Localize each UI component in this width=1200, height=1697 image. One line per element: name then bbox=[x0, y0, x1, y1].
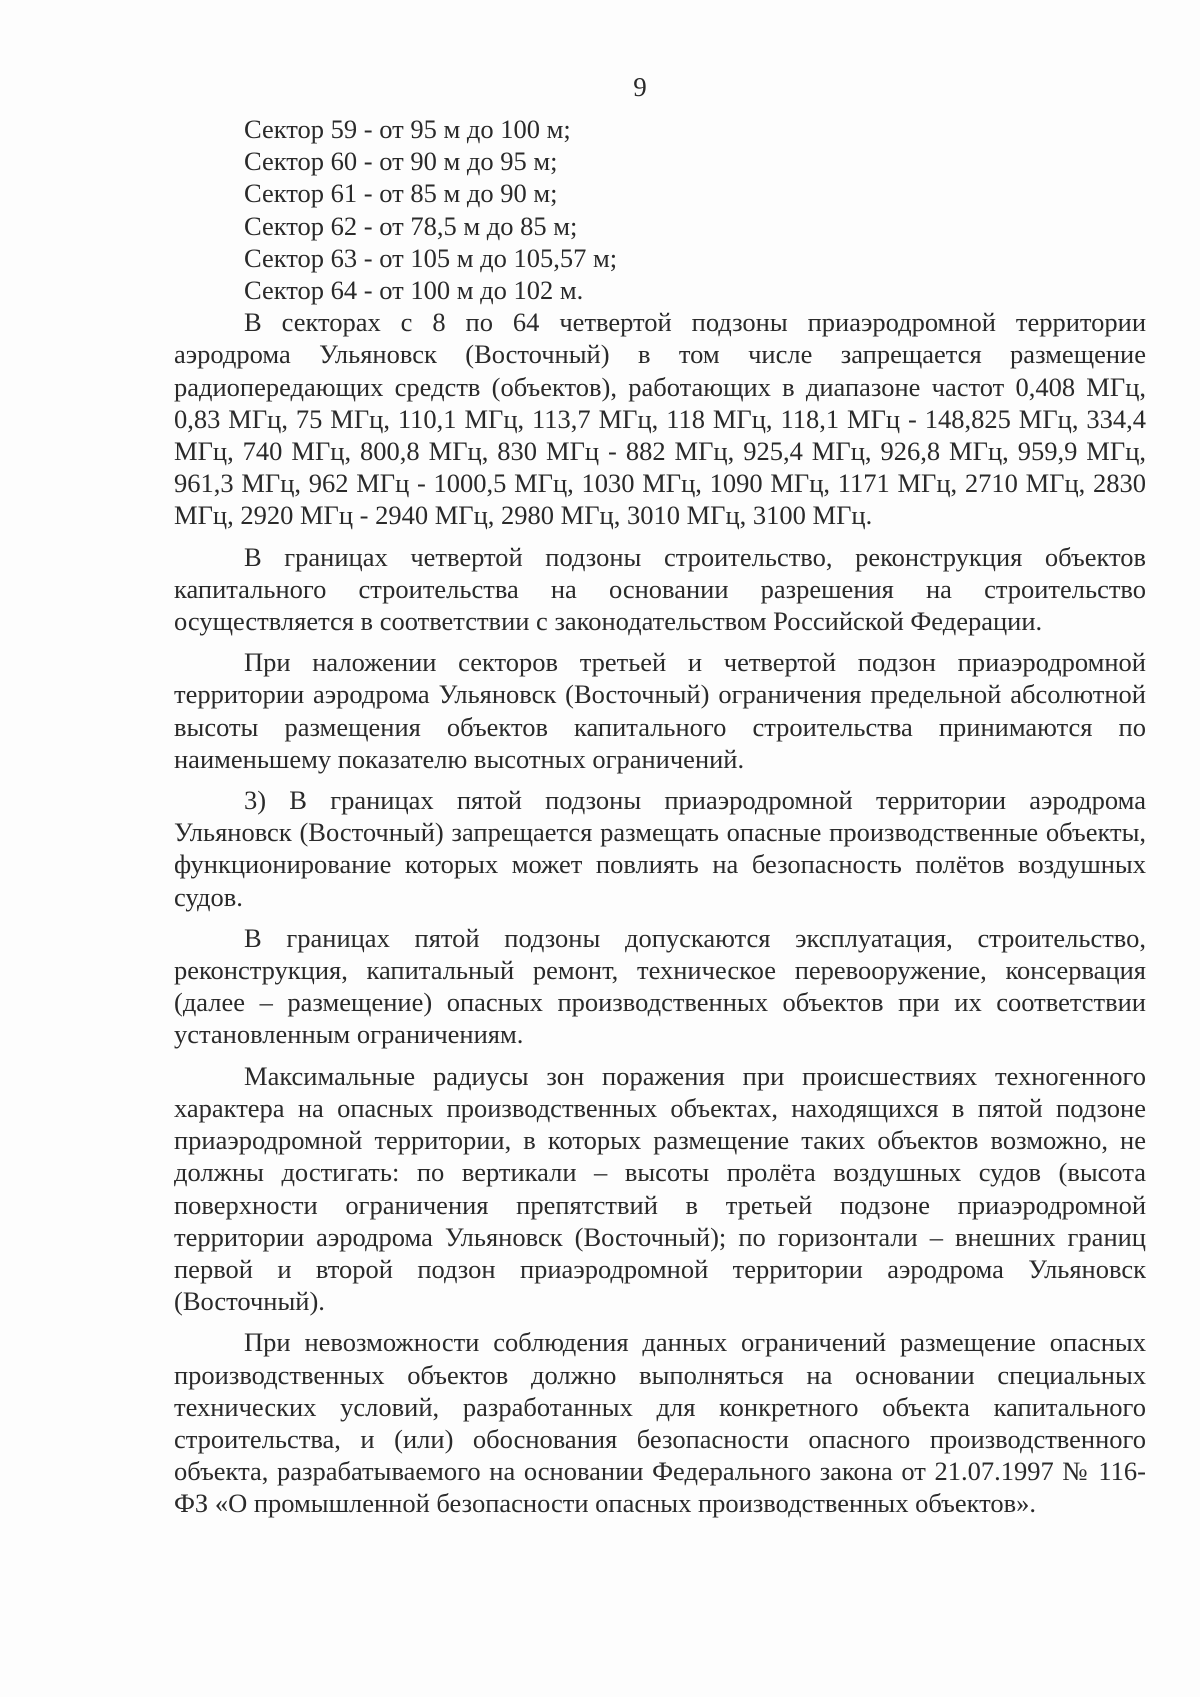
paragraph-special-conditions: При невозможности соблюдения данных ограничений размещение опасных производственных объектов должно выполняться на основании специальных технических условий, разработанных для конкретного объекта капитального строительства, и (или) обоснования безопасности опасного производственного объекта, разрабатываемого на основании Федерального закона от 21.07.1997 № 116-ФЗ «О промышленной безопасности опасных производственных объектов». bbox=[174, 1327, 1146, 1519]
paragraph-fourth-subzone-construction: В границах четвертой подзоны строительство, реконструкция объектов капитального строительства на основании разрешения на строительство осуществляется в соответствии с законодательством Российской Федерации. bbox=[174, 541, 1146, 637]
sector-item: Сектор 62 - от 78,5 м до 85 м; bbox=[244, 210, 578, 241]
paragraph-fifth-subzone-permitted: В границах пятой подзоны допускаются эксплуатация, строительство, реконструкция, капитальный ремонт, техническое перевооружение, консервация (далее – размещение) опасных производственных объектов при их соответствии установленным ограничениям. bbox=[174, 922, 1146, 1050]
document-body bbox=[174, 113, 1146, 1520]
paragraph-fifth-subzone-prohibition: 3) В границах пятой подзоны приаэродромной территории аэродрома Ульяновск (Восточный) запрещается размещать опасные производственные объекты, функционирование которых может повлиять на безопасность полётов воздушных судов. bbox=[174, 785, 1146, 912]
paragraph-radio-restrictions: В секторах с 8 по 64 четвертой подзоны приаэродромной территории аэродрома Ульяновск (Восточный) в том числе запрещается размещение радиопередающих средств (объектов), работающих в диапазоне частот 0,408 МГц, 0,83 МГц, 75 МГц, 110,1 МГц, 113,7 МГц, 118 МГц, 118,1 МГц - 148,825 МГц, 334,4 МГц, 740 МГц, 800,8 МГц, 830 МГц - 882 МГц, 925,4 МГц, 926,8 МГц, 959,9 МГц, 961,3 МГц, 962 МГц - 1000,5 МГц, 1030 МГц, 1090 МГц, 1171 МГц, 2710 МГц, 2830 МГц, 2920 МГц - 2940 МГц, 2980 МГц, 3010 МГц, 3100 МГц. bbox=[174, 307, 1146, 531]
paragraph-sector-overlap: При наложении секторов третьей и четвертой подзон приаэродромной территории аэродрома Ульяновск (Восточный) ограничения предельной абсолютной высоты размещения объектов капитального строительства принимаются по наименьшему показателю высотных ограничений. bbox=[174, 647, 1146, 774]
sector-item: Сектор 61 - от 85 м до 90 м; bbox=[244, 178, 558, 209]
sector-item: Сектор 63 - от 105 м до 105,57 м; bbox=[244, 242, 618, 273]
sector-item: Сектор 59 - от 95 м до 100 м; bbox=[244, 114, 571, 144]
paragraph-damage-radius: Максимальные радиусы зон поражения при происшествиях техногенного характера на опасных производственных объектах, находящихся в пятой подзоне приаэродромной территории, в которых размещение таких объектов возможно, не должны достигать: по вертикали – высоты пролёта воздушных судов (высота поверхности ограничения препятствий в третьей подзоне приаэродромной территории аэродрома Ульяновск (Восточный); по горизонтали – внешних границ первой и второй подзон приаэродромной территории аэродрома Ульяновск (Восточный). bbox=[174, 1060, 1146, 1317]
sector-item: Сектор 60 - от 90 м до 95 м; bbox=[244, 146, 558, 177]
sector-list bbox=[174, 113, 1146, 306]
sector-item: Сектор 64 - от 100 м до 102 м. bbox=[244, 275, 584, 306]
page-number: 9 bbox=[633, 72, 647, 102]
